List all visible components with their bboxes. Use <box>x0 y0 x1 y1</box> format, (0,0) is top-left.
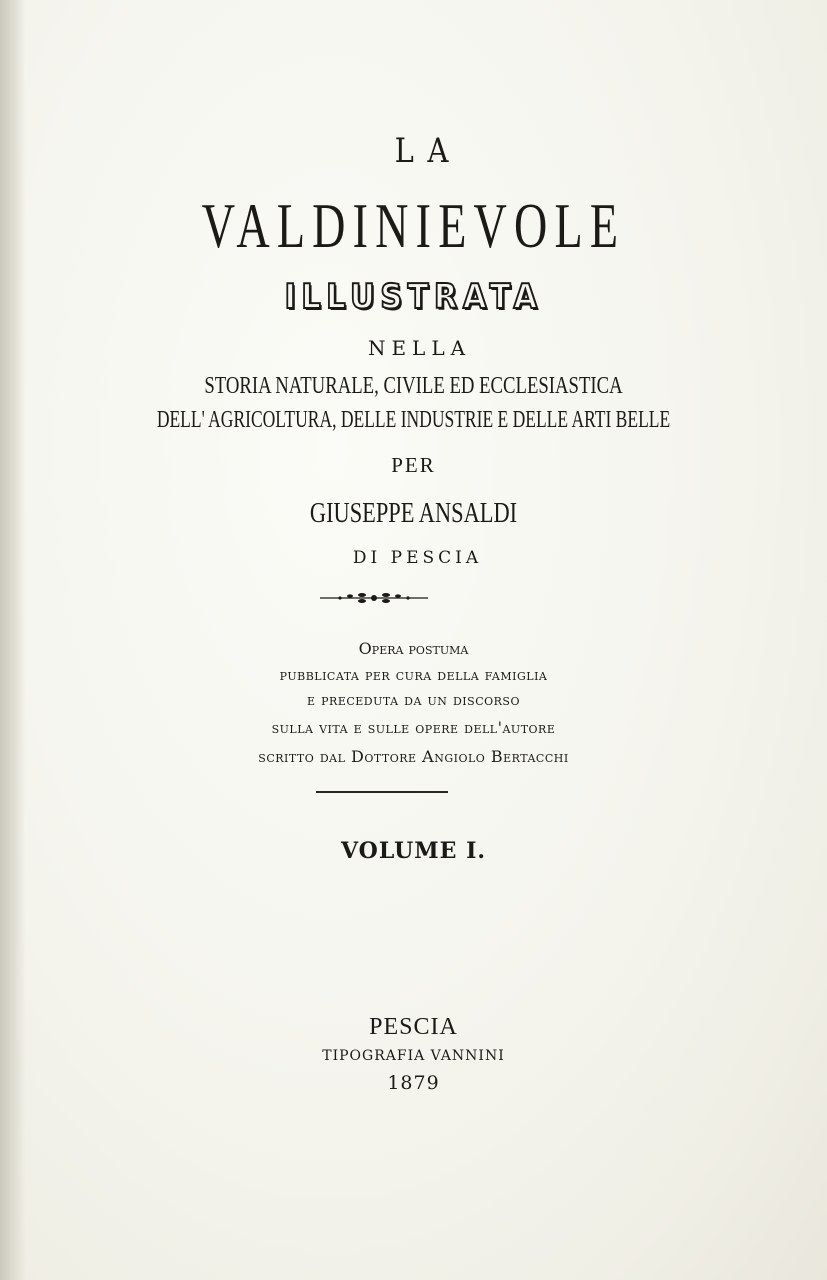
imprint-printer: TIPOGRAFIA VANNINI <box>322 1048 505 1064</box>
main-title: VALDINIEVOLE <box>201 190 626 261</box>
by-label: PER <box>391 453 436 477</box>
subject-line-1: STORIA NATURALE, CIVILE ED ECCLESIASTICA <box>204 373 623 399</box>
subtitle: ILLUSTRATA <box>284 277 543 317</box>
note-line-4: sulla vita e sulle opere dell'autore <box>271 718 556 737</box>
title-article: LA <box>394 131 462 171</box>
author-name: GIUSEPPE ANSALDI <box>309 498 518 529</box>
note-line-2: pubblicata per cura della famiglia <box>279 665 548 684</box>
volume-label: VOLUME I. <box>340 838 487 864</box>
divider-rule <box>316 791 448 793</box>
note-line-5: scritto dal Dottore Angiolo Bertacchi <box>258 747 569 766</box>
imprint-year: 1879 <box>387 1072 440 1094</box>
vine-ornament-icon <box>318 590 430 606</box>
connector-text: NELLA <box>367 336 472 360</box>
note-line-1: Opera postuma <box>358 639 469 658</box>
subject-line-2: DELL' AGRICOLTURA, DELLE INDUSTRIE E DELLE ARTI BELLE <box>156 407 671 433</box>
note-line-3: e preceduta da un discorso <box>307 690 520 709</box>
author-origin: DI PESCIA <box>352 548 483 568</box>
imprint-city: PESCIA <box>369 1014 458 1040</box>
